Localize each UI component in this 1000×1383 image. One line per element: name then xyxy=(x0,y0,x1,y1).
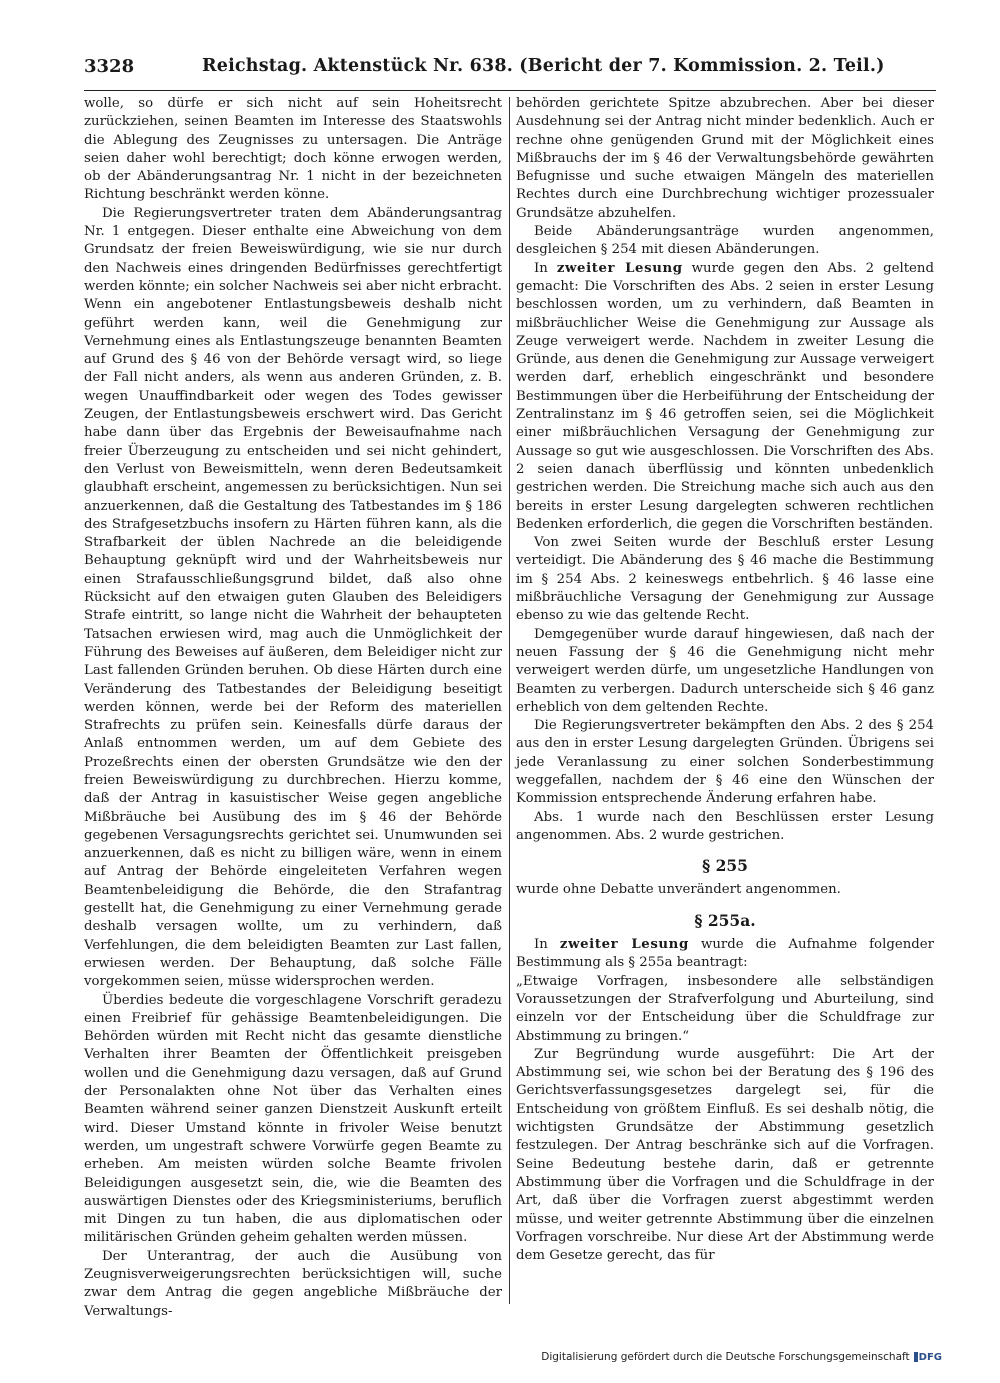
left-paragraph-3: Überdies bedeute die vorgeschlagene Vorschrift geradezu einen Freibrief für gehässige Beamtenbeleidigungen. Die Behörden würden mit Recht nicht das gesamte dienstliche Verhalten ihrer Beamten der Öffentlichkeit preisgeben wollen und die Genehmigung dazu versagen, daß auf Grund der Personalakten ohne Not über das Verhalten eines Beamten während seiner ganzen Dienstzeit Auskunft erteilt wird. Dieser Umstand könnte in frivoler Weise benutzt werden, um ungestraft schwere Vorwürfe gegen Beamte zu erheben. Am meisten würden solche Beamte frivolen Beleidigungen ausgesetzt sein, die, wie die Beamten des auswärtigen Dienstes oder des Kriegsministeriums, beruflich mit Dingen zu tun haben, die aus diplomatischen oder militärischen Gründen geheim gehalten werden müssen. xyxy=(84,992,502,1246)
page-header xyxy=(84,50,936,91)
page-footer xyxy=(541,1351,942,1363)
left-paragraph-1: wolle, so dürfe er sich nicht auf sein Hoheitsrecht zurückziehen, seinen Beamten im Interesse des Staatswohls die Ablegung des Zeugnisses zu untersagen. Die Anträge seien daher wohl berechtigt; doch könne erwogen werden, ob der Abänderungsantrag Nr. 1 nicht in der bezeichneten Richtung beschränkt werden könne. xyxy=(84,96,502,203)
emphasis-zweiter-lesung-2: zweiter Lesung xyxy=(559,937,689,953)
right-paragraph-4: Von zwei Seiten wurde der Beschluß erster Lesung verteidigt. Die Abänderung des § 46 mache die Bestimmung im § 254 Abs. 2 keineswegs entbehrlich. § 46 lasse eine mißbräuchliche Versagung der Genehmigung zur Aussage ebenso zu wie das geltende Recht. xyxy=(516,535,934,624)
right-column xyxy=(516,95,934,1305)
column-divider xyxy=(509,97,510,1304)
right-paragraph-7: Abs. 1 wurde nach den Beschlüssen erster Lesung angenommen. Abs. 2 wurde gestrichen. xyxy=(516,809,934,843)
left-paragraph-4: Der Unterantrag, der auch die Ausübung von Zeugnisverweigerungsrechten berücksichtigen will, suche zwar dem Antrag die gegen angebliche Mißbräuche der Verwaltungs- xyxy=(84,1248,502,1319)
section-heading-255a: § 255a. xyxy=(694,910,756,930)
right-paragraph-10: Zur Begründung wurde ausgeführt: Die Art der Abstimmung sei, wie schon bei der Beratung des § 196 des Gerichtsverfassungsgesetzes dargelegt sei, für die Entscheidung von größtem Einfluß. Es sei deshalb nötig, die wichtigsten Grundsätze der Abstimmung gesetzlich festzulegen. Der Antrag beschränke sich auf die Vorfragen. Seine Bedeutung bestehe darin, daß er getrennte Abstimmung über die Vorfragen und die Schuldfrage in der Art, daß über die Vorfragen zuerst abgestimmt werden müsse, und weiter getrennte Abstimmung über die einzelnen Vorfragen vorschreibe. Nur diese Art der Abstimmung werde dem Gesetze gerecht, das für xyxy=(516,1046,934,1264)
page-number: 3328 xyxy=(84,56,135,77)
right-paragraph-5: Demgegenüber wurde darauf hingewiesen, daß nach der neuen Fassung der § 46 die Genehmigung nicht mehr verweigert werden dürfe, um ungesetzliche Handlungen von Beamten zu verbergen. Dadurch unterscheide sich § 46 ganz erheblich von dem geltenden Rechte. xyxy=(516,626,934,715)
right-paragraph-3-lead: In xyxy=(534,260,548,276)
dfg-logo-text: DFG xyxy=(918,1351,942,1363)
right-paragraph-6: Die Regierungsvertreter bekämpften den Abs. 2 des § 254 aus den in erster Lesung dargelegten Gründen. Übrigens sei jede Veranlassung zu einer solchen Sonderbestimmung weggefallen, nachdem der § 46 eine den Wünschen der Kommission entsprechende Änderung erfahren habe. xyxy=(516,718,934,807)
right-paragraph-9-lead: In xyxy=(534,937,548,953)
section-heading-255: § 255 xyxy=(702,856,748,876)
right-paragraph-9 xyxy=(516,936,934,973)
footer-text: Digitalisierung gefördert durch die Deutsche Forschungsgemeinschaft xyxy=(541,1351,910,1363)
right-paragraph-8: wurde ohne Debatte unverändert angenommen. xyxy=(516,882,841,898)
dfg-logo-bar xyxy=(914,1352,918,1362)
right-paragraph-9-rest: wurde die Aufnahme folgender Bestimmung als § 255a beantragt: xyxy=(516,937,935,971)
right-paragraph-3-rest: wurde gegen den Abs. 2 geltend gemacht: Die Vorschriften des Abs. 2 seien in erster Lesung beschlossen worden, um zu verhindern, daß Beamten in mißbräuchlicher Weise die Genehmigung zur Aussage als Zeuge verweigert werde. Nachdem in zweiter Lesung die Gründe, aus denen die Genehmigung zur Aussage verweigert werden darf, erheblich eingeschränkt und besondere Bestimmungen über die Herbeiführung der Entscheidung der Zentralinstanz im § 46 getroffen seien, sei die Möglichkeit einer mißbräuchlichen Versagung der Genehmigung zur Aussage so gut wie ausgeschlossen. Die Vorschriften des Abs. 2 seien danach überflüssig und könnten unbedenklich gestrichen werden. Die Streichung mache sich auch aus den bereits in erster Lesung dargelegten schweren rechtlichen Bedenken erforderlich, die gegen die Vorschriften beständen. xyxy=(516,260,934,532)
dfg-logo-icon xyxy=(914,1352,942,1363)
running-head: Reichstag. Aktenstück Nr. 638. (Bericht der 7. Kommission. 2. Teil.) xyxy=(202,56,885,76)
quoted-provision: „Etwaige Vorfragen, insbesondere alle selbständigen Voraussetzungen der Strafverfolgung und Aburteilung, sind einzeln vor der Entscheidung über die Schuldfrage zur Abstimmung zu bringen.“ xyxy=(516,973,934,1044)
right-paragraph-2: Beide Abänderungsanträge wurden angenommen, desgleichen § 254 mit diesen Abänderungen. xyxy=(516,224,934,258)
left-column xyxy=(84,95,502,1319)
right-paragraph-3 xyxy=(516,260,934,534)
left-paragraph-2: Die Regierungsvertreter traten dem Abänderungsantrag Nr. 1 entgegen. Dieser enthalte eine Abweichung von dem Grundsatz der freien Beweiswürdigung, wie sie nur durch den Nachweis eines dringenden Bedürfnisses gerechtfertigt werden könnte; ein solcher Nachweis sei aber nicht erbracht. Wenn ein angebotener Entlastungsbeweis deshalb nicht geführt werden kann, weil die Genehmigung zur Vernehmung eines als Entlastungszeuge benannten Beamten auf Grund des § 46 von der Behörde versagt wird, so liege der Fall nicht anders, als wenn aus anderen Gründen, z. B. wegen Unauffindbarkeit oder wegen des Todes gewisser Zeugen, der Entlastungsbeweis erschwert wird. Das Gericht habe dann über das Ergebnis der Beweisaufnahme nach freier Überzeugung zu entscheiden und sei nicht gehindert, den Verlust von Beweismitteln, wenn deren Bedeutsamkeit glaubhaft erscheint, angemessen zu berücksichtigen. Nun sei anzuerkennen, daß die Gestaltung des Tatbestandes im § 186 des Strafgesetzbuchs insofern zu Härten führen kann, als die Strafbarkeit der üblen Nachrede an die beleidigende Behauptung geknüpft wird und der Wahrheitsbeweis nur einen Strafausschließungsgrund bildet, daß also ohne Rücksicht auf den etwaigen guten Glauben des Beleidigers Strafe eintritt, so lange nicht die Wahrheit der behaupteten Tatsachen erwiesen wird, mag auch die Unmöglichkeit der Führung des Beweises auf äußeren, dem Beleidiger nicht zur Last fallenden Gründen beruhen. Ob diese Härten durch eine Veränderung des Tatbestandes der Beleidigung beseitigt werden können, werde bei der Reform des materiellen Strafrechts zu prüfen sein. Keinesfalls dürfe daraus der Anlaß entnommen werden, um auf dem Gebiete des Prozeßrechts einen der obersten Grundsätze wie den der freien Beweiswürdigung zu durchbrechen. Hierzu komme, daß der Antrag in kasuistischer Weise gegen angebliche Mißbräuche bei Ausübung des im § 46 der Behörde gegebenen Versagungsrechts gerichtet sei. Unumwunden sei anzuerkennen, daß es nicht zu billigen wäre, wenn in einem auf Antrag der Behörde eingeleiteten Verfahren wegen Beamtenbeleidigung die Behörde, die den Strafantrag gestellt hat, die Genehmigung zu einer Vernehmung gerade deshalb versagen wollte, um zu verhindern, daß Verfehlungen, die dem beleidigten Beamten zur Last fallen, erwiesen werden. Der Behauptung, daß solche Fälle vorgekommen seien, müsse widersprochen werden. xyxy=(84,205,502,990)
emphasis-zweiter-lesung: zweiter Lesung xyxy=(556,260,683,276)
right-paragraph-1: behörden gerichtete Spitze abzubrechen. Aber bei dieser Ausdehnung sei der Antrag nicht minder bedenklich. Auch er rechne ohne genügenden Grund mit der Möglichkeit eines Mißbrauchs der im § 46 der Verwaltungsbehörde gewährten Befugnisse und suche etwaigen Mängeln des materiellen Rechtes durch eine Durchbrechung wichtiger prozessualer Grundsätze abzuhelfen. xyxy=(516,96,934,221)
